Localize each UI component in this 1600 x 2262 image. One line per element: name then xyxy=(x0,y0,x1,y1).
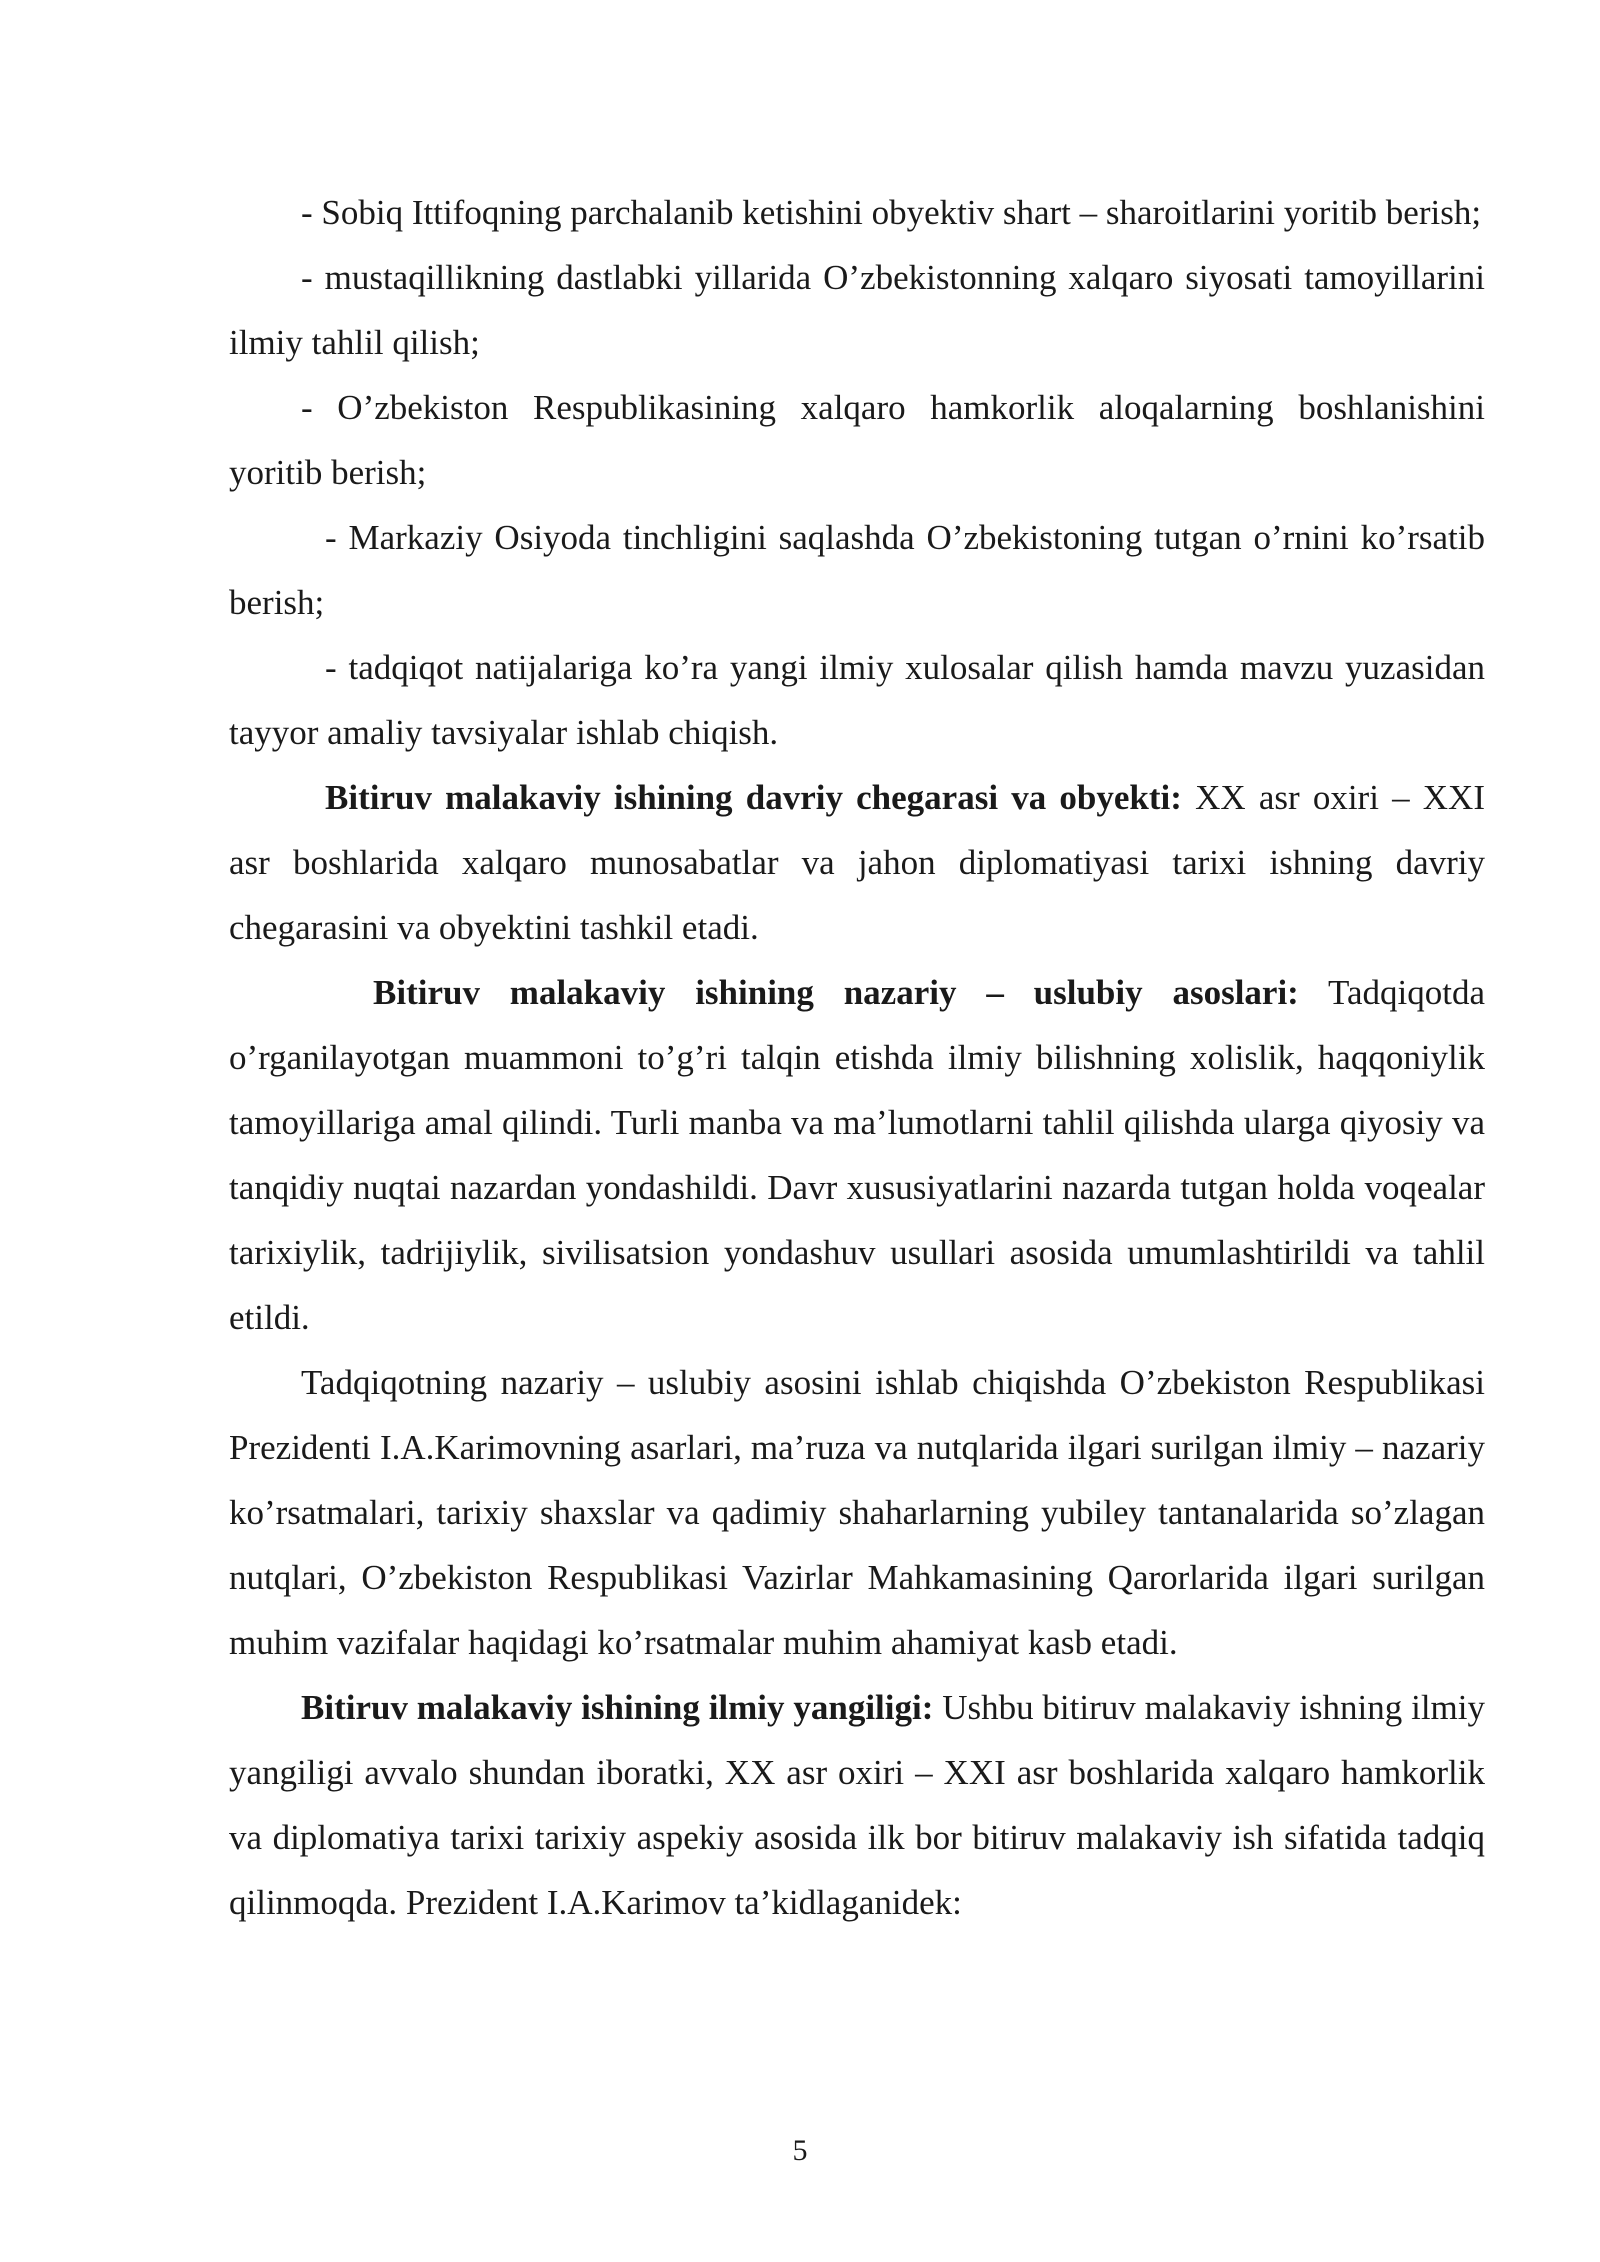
body-paragraph xyxy=(229,1675,1485,1935)
list-item-paragraph xyxy=(229,505,1485,635)
page-number: 5 xyxy=(792,2134,808,2167)
body-paragraph xyxy=(229,960,1485,1350)
paragraph-text: Ushbu bitiruv malakaviy ishning ilmiy yangiligi avvalo shundan iboratki, XX asr oxiri – XXI asr boshlarida xalqaro hamkorlik va diplomatiya tarixi tarixiy aspekiy asosida ilk bor bitiruv malakaviy ish sifatida tadqiq qilinmoqda. Prezident I.A.Karimov ta’kidlaganidek: xyxy=(229,1688,1485,1922)
paragraph-text: XX asr oxiri – XXI asr boshlarida xalqaro munosabatlar va jahon diplomatiyasi tarixi ishning davriy chegarasini va obyektini tashkil etadi. xyxy=(229,778,1485,947)
paragraph-heading: Bitiruv malakaviy ishining nazariy – uslubiy asoslari: xyxy=(373,973,1299,1012)
list-item-paragraph xyxy=(229,375,1485,505)
paragraph-text: - Sobiq Ittifoqning parchalanib ketishini obyektiv shart – sharoitlarini yoritib berish; xyxy=(301,193,1482,232)
body-paragraph xyxy=(229,1350,1485,1675)
paragraph-heading: Bitiruv malakaviy ishining ilmiy yangiligi: xyxy=(301,1688,934,1727)
paragraph-text: - mustaqillikning dastlabki yillarida O’zbekistonning xalqaro siyosati tamoyillarini ilmiy tahlil qilish; xyxy=(229,258,1485,362)
paragraph-text: - Markaziy Osiyoda tinchligini saqlashda O’zbekistoning tutgan o’rnini ko’rsatib berish; xyxy=(229,518,1485,622)
paragraph-text: Tadqiqotda o’rganilayotgan muammoni to’g’ri talqin etishda ilmiy bilishning xolislik, haqqoniylik tamoyillariga amal qilindi. Turli manba va ma’lumotlarni tahlil qilishda ularga qiyosiy va tanqidiy nuqtai nazardan yondashildi. Davr xususiyatlarini nazarda tutgan holda voqealar tarixiylik, tadrijiylik, sivilisatsion yondashuv usullari asosida umumlashtirildi va tahlil etildi. xyxy=(229,973,1486,1337)
paragraph-heading: Bitiruv malakaviy ishining davriy chegarasi va obyekti: xyxy=(325,778,1182,817)
paragraph-text: - O’zbekiston Respublikasining xalqaro hamkorlik aloqalarning boshlanishini yoritib berish; xyxy=(229,388,1485,492)
list-item-paragraph xyxy=(229,635,1485,765)
list-item-paragraph xyxy=(229,245,1485,375)
paragraph-text: Tadqiqotning nazariy – uslubiy asosini ishlab chiqishda O’zbekiston Respublikasi Prezidenti I.A.Karimovning asarlari, ma’ruza va nutqlarida ilgari surilgan ilmiy – nazariy ko’rsatmalari, tarixiy shaxslar va qadimiy shaharlarning yubiley tantanalarida so’zlagan nutqlari, O’zbekiston Respublikasi Vazirlar Mahkamasining Qarorlarida ilgari surilgan muhim vazifalar haqidagi ko’rsatmalar muhim ahamiyat kasb etadi. xyxy=(229,1363,1485,1662)
paragraph-text: - tadqiqot natijalariga ko’ra yangi ilmiy xulosalar qilish hamda mavzu yuzasidan tayyor amaliy tavsiyalar ishlab chiqish. xyxy=(229,648,1485,752)
body-text xyxy=(229,180,1485,1935)
list-item-paragraph xyxy=(229,180,1485,245)
body-paragraph xyxy=(229,765,1485,960)
